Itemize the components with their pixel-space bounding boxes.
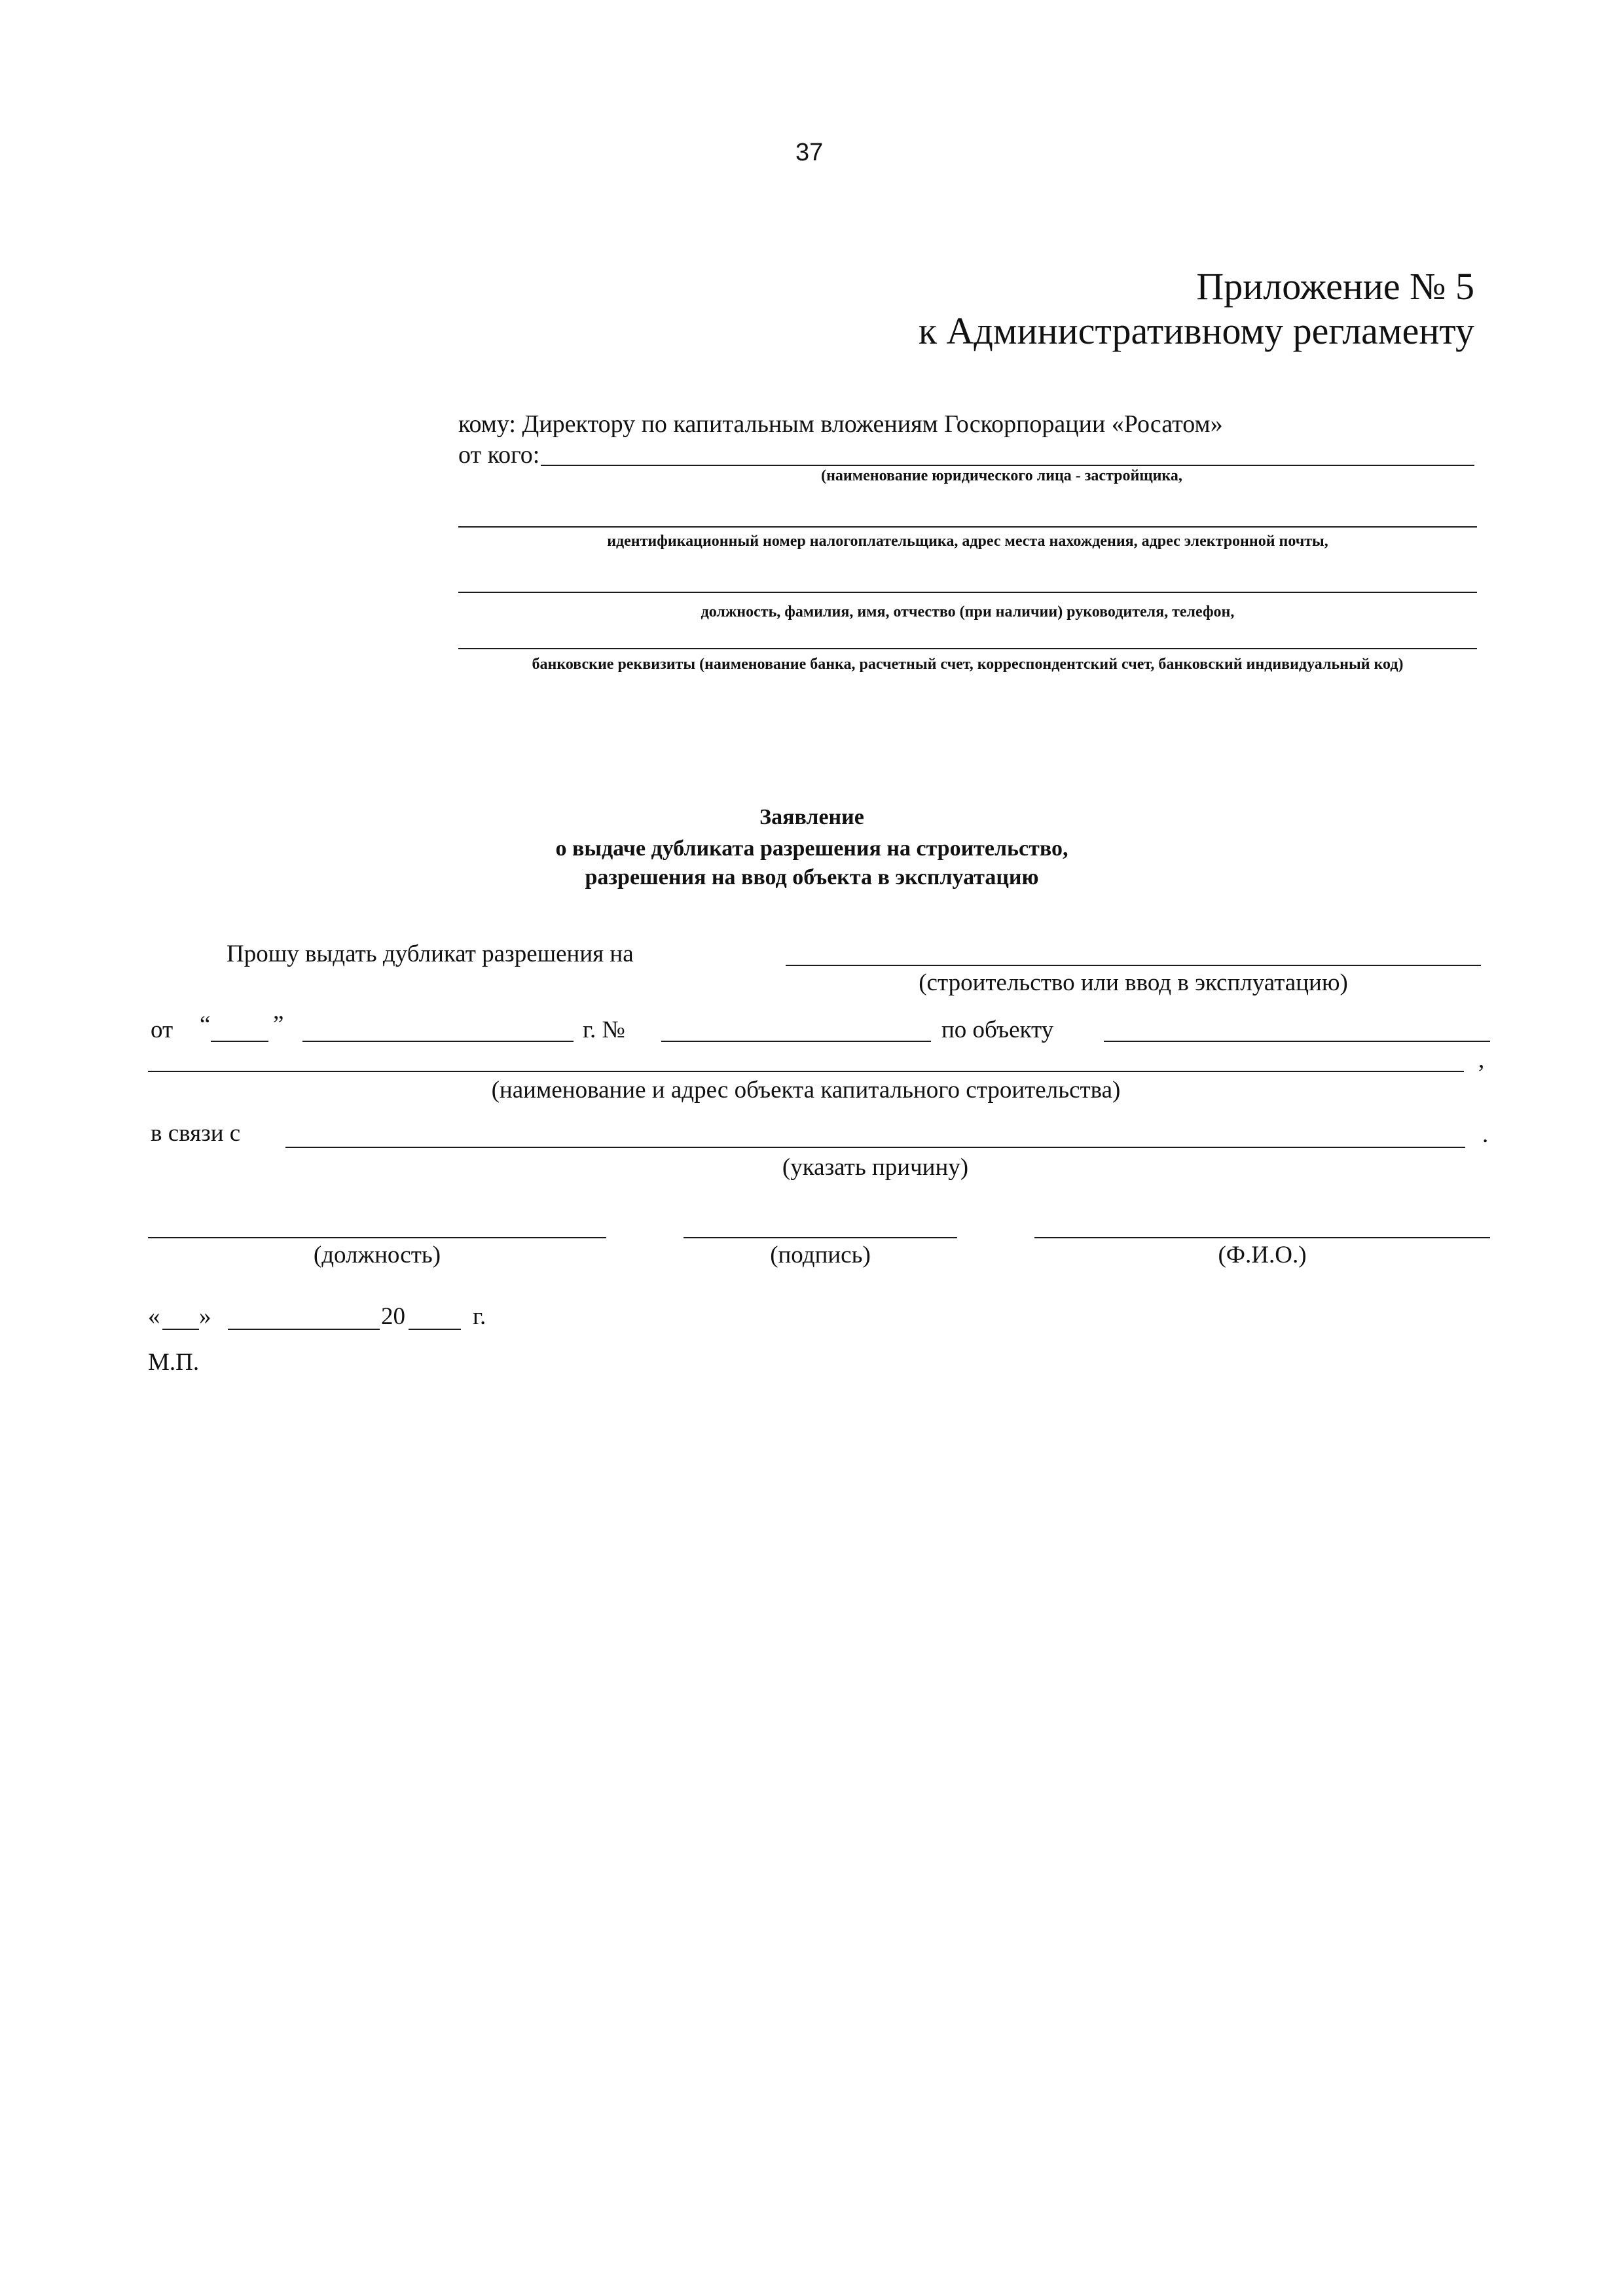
- full-name-field[interactable]: [1034, 1237, 1490, 1238]
- month-field[interactable]: [302, 1041, 574, 1042]
- from-hint-legal-entity: (наименование юридического лица - застройщика,: [821, 467, 1182, 484]
- from-hint-inn-address: идентификационный номер налогоплательщика, адрес места нахождения, адрес электронной почты,: [607, 533, 1328, 550]
- addressee-from-label: от кого:: [458, 441, 540, 469]
- permit-number-field[interactable]: [661, 1041, 931, 1042]
- appendix-subtitle: к Административному регламенту: [918, 310, 1474, 352]
- date-close-quote: »: [199, 1303, 211, 1330]
- date-month-field[interactable]: [228, 1329, 380, 1330]
- reason-hint: (указать причину): [782, 1154, 969, 1181]
- document-title-line2: о выдаче дубликата разрешения на строительство,: [555, 836, 1068, 861]
- object-line-comma: ,: [1478, 1047, 1485, 1073]
- position-field[interactable]: [148, 1237, 606, 1238]
- full-name-hint: (Ф.И.О.): [1218, 1242, 1307, 1268]
- date-year-field[interactable]: [409, 1329, 461, 1330]
- year-number-label: г. №: [583, 1016, 625, 1043]
- from-hint-head-phone: должность, фамилия, имя, отчество (при наличии) руководителя, телефон,: [701, 603, 1235, 620]
- document-title-line3: разрешения на ввод объекта в эксплуатацию: [585, 865, 1039, 889]
- reason-label: в связи с: [151, 1120, 241, 1147]
- date-year-suffix: г.: [473, 1303, 486, 1330]
- date-open-quote: «: [148, 1303, 160, 1330]
- quote-close: ”: [273, 1011, 284, 1038]
- signature-field[interactable]: [684, 1237, 957, 1238]
- object-name-field[interactable]: [148, 1071, 1464, 1072]
- day-field[interactable]: [211, 1041, 268, 1042]
- object-label: по объекту: [941, 1016, 1054, 1043]
- permit-type-hint: (строительство или ввод в эксплуатацию): [919, 969, 1348, 996]
- quote-open: “: [200, 1011, 211, 1038]
- from-field-line-3[interactable]: [458, 592, 1477, 593]
- appendix-title: Приложение № 5: [1196, 265, 1474, 308]
- from-field-line-2[interactable]: [458, 526, 1477, 528]
- reason-period: .: [1482, 1121, 1489, 1148]
- from-field-line[interactable]: [541, 465, 1474, 466]
- request-text: Прошу выдать дубликат разрешения на: [227, 941, 634, 967]
- object-field[interactable]: [1104, 1041, 1490, 1042]
- permit-type-field[interactable]: [786, 965, 1481, 966]
- date-year-prefix: 20: [381, 1303, 405, 1330]
- page-number: 37: [795, 139, 824, 166]
- object-hint: (наименование и адрес объекта капитального строительства): [491, 1077, 1121, 1103]
- from-field-line-4[interactable]: [458, 648, 1477, 649]
- stamp-label: М.П.: [148, 1349, 200, 1376]
- reason-field[interactable]: [285, 1147, 1465, 1148]
- document-title: Заявление: [759, 805, 864, 829]
- position-hint: (должность): [313, 1242, 441, 1268]
- addressee-to: кому: Директору по капитальным вложениям Госкорпорации «Росатом»: [458, 410, 1223, 438]
- signature-hint: (подпись): [770, 1242, 871, 1268]
- date-day-field[interactable]: [162, 1329, 199, 1330]
- from-date-label: от: [151, 1016, 173, 1043]
- from-hint-bank: банковские реквизиты (наименование банка, расчетный счет, корреспондентский счет, банковский индивидуальный код): [532, 656, 1404, 673]
